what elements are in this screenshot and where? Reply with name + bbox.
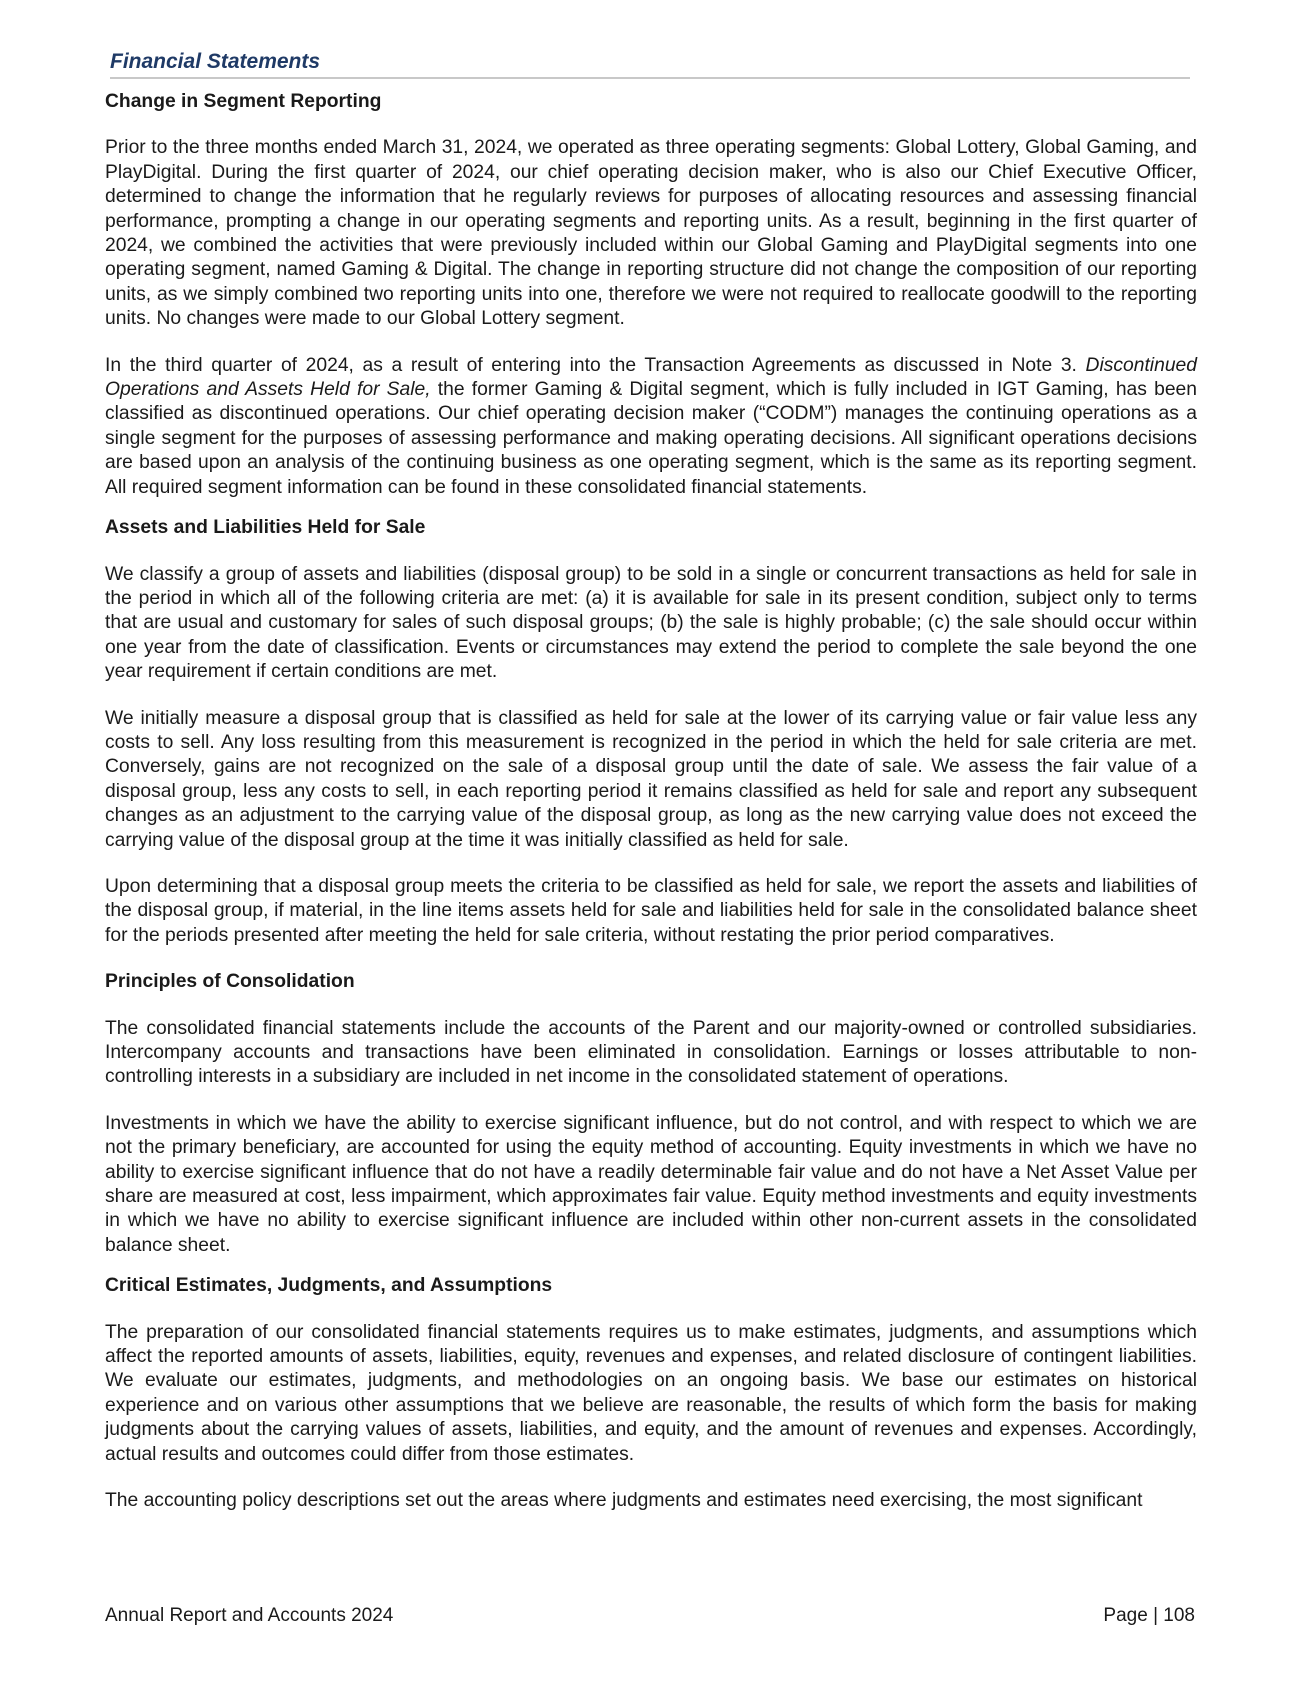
section-heading-segment-reporting: Change in Segment Reporting [105, 91, 382, 112]
paragraph: The accounting policy descriptions set out the areas where judgments and estimates need exercising, the most significant [105, 1490, 1143, 1512]
paragraph: Prior to the three months ended March 31, 2024, we operated as three operating segments: Global Lottery, Global Gaming, and PlayDigital. During the first quarter of 2024, our chief operating decision maker, who is also our Chief Executive Officer, determined to change the information that he regularly reviews for purposes of allocating resources and assessing financial performance, prompting a change in our operating segments and reporting units. As a result, beginning in the first quarter of 2024, we combined the activities that were previously included within our Global Gaming and PlayDigital segments into one operating segment, named Gaming & Digital. The change in reporting structure did not change the composition of our reporting units, as we simply combined two reporting units into one, therefore we were not required to reallocate goodwill to the reporting units. No changes were made to our Global Lottery segment. [105, 137, 1197, 330]
paragraph: We classify a group of assets and liabilities (disposal group) to be sold in a single or concurrent transactions as held for sale in the period in which all of the following criteria are met: (a) it is available for sale in its present condition, subject only to terms that are usual and customary for sales of such disposal groups; (b) the sale is highly probable; (c) the sale should occur within one year from the date of classification. Events or circumstances may extend the period to complete the sale beyond the one year requirement if certain conditions are met. [105, 563, 1197, 683]
note-reference-italic: Discontinued Operations and Assets Held for Sale, [105, 354, 1197, 401]
paragraph: Upon determining that a disposal group meets the criteria to be classified as held for sale, we report the assets and liabilities of the disposal group, if material, in the line items assets held for sale and liabilities held for sale in the consolidated balance sheet for the periods presented after meeting the held for sale criteria, without restating the prior period comparatives. [105, 875, 1197, 946]
paragraph: We initially measure a disposal group that is classified as held for sale at the lower of its carrying value or fair value less any costs to sell. Any loss resulting from this measurement is recognized in the period in which the held for sale criteria are met. Conversely, gains are not recognized on the sale of a disposal group until the date of sale. We assess the fair value of a disposal group, less any costs to sell, in each reporting period it remains classified as held for sale and report any subsequent changes as an adjustment to the carrying value of the disposal group, as long as the new carrying value does not exceed the carrying value of the disposal group at the time it was initially classified as held for sale. [105, 707, 1197, 851]
page-number: Page | 108 [1103, 1605, 1195, 1626]
footer-report-title: Annual Report and Accounts 2024 [105, 1605, 394, 1626]
page-footer [105, 1605, 1195, 1627]
header-title: Financial Statements [110, 50, 321, 73]
page-content [105, 90, 1197, 1536]
paragraph-text: the former Gaming & Digital segment, which is fully included in IGT Gaming, has been classified as discontinued operations. Our chief operating decision maker (“CODM”) manages the continuing operations as a single segment for the purposes of assessing performance and making operating decisions. All significant operations decisions are based upon an analysis of the continuing business as one operating segment, which is the same as its reporting segment. All required segment information can be found in these consolidated financial statements. [105, 379, 1197, 498]
paragraph [105, 354, 1197, 500]
section-heading-held-for-sale: Assets and Liabilities Held for Sale [105, 517, 426, 539]
paragraph: The preparation of our consolidated financial statements requires us to make estimates, judgments, and assumptions which affect the reported amounts of assets, liabilities, equity, revenues and expenses, and related disclosure of contingent liabilities. We evaluate our estimates, judgments, and methodologies on an ongoing basis. We base our estimates on historical experience and on various other assumptions that we believe are reasonable, the results of which form the basis for making judgments about the carrying values of assets, liabilities, and equity, and the amount of revenues and expenses. Accordingly, actual results and outcomes could differ from those estimates. [105, 1321, 1197, 1465]
section-heading-consolidation: Principles of Consolidation [105, 971, 355, 993]
paragraph: The consolidated financial statements include the accounts of the Parent and our majority-owned or controlled subsidiaries. Intercompany accounts and transactions have been eliminated in consolidation. Earnings or losses attributable to non-controlling interests in a subsidiary are included in net income in the consolidated statement of operations. [105, 1017, 1197, 1088]
paragraph: Investments in which we have the ability to exercise significant influence, but do not control, and with respect to which we are not the primary beneficiary, are accounted for using the equity method of accounting. Equity investments in which we have no ability to exercise significant influence that do not have a readily determinable fair value and do not have a Net Asset Value per share are measured at cost, less impairment, which approximates fair value. Equity method investments and equity investments in which we have no ability to exercise significant influence are included within other non-current assets in the consolidated balance sheet. [105, 1112, 1197, 1256]
section-heading-critical-estimates: Critical Estimates, Judgments, and Assumptions [105, 1275, 553, 1297]
page-header [110, 50, 1190, 79]
paragraph-text: In the third quarter of 2024, as a result of entering into the Transaction Agreements as discussed in Note 3. [105, 354, 1086, 376]
